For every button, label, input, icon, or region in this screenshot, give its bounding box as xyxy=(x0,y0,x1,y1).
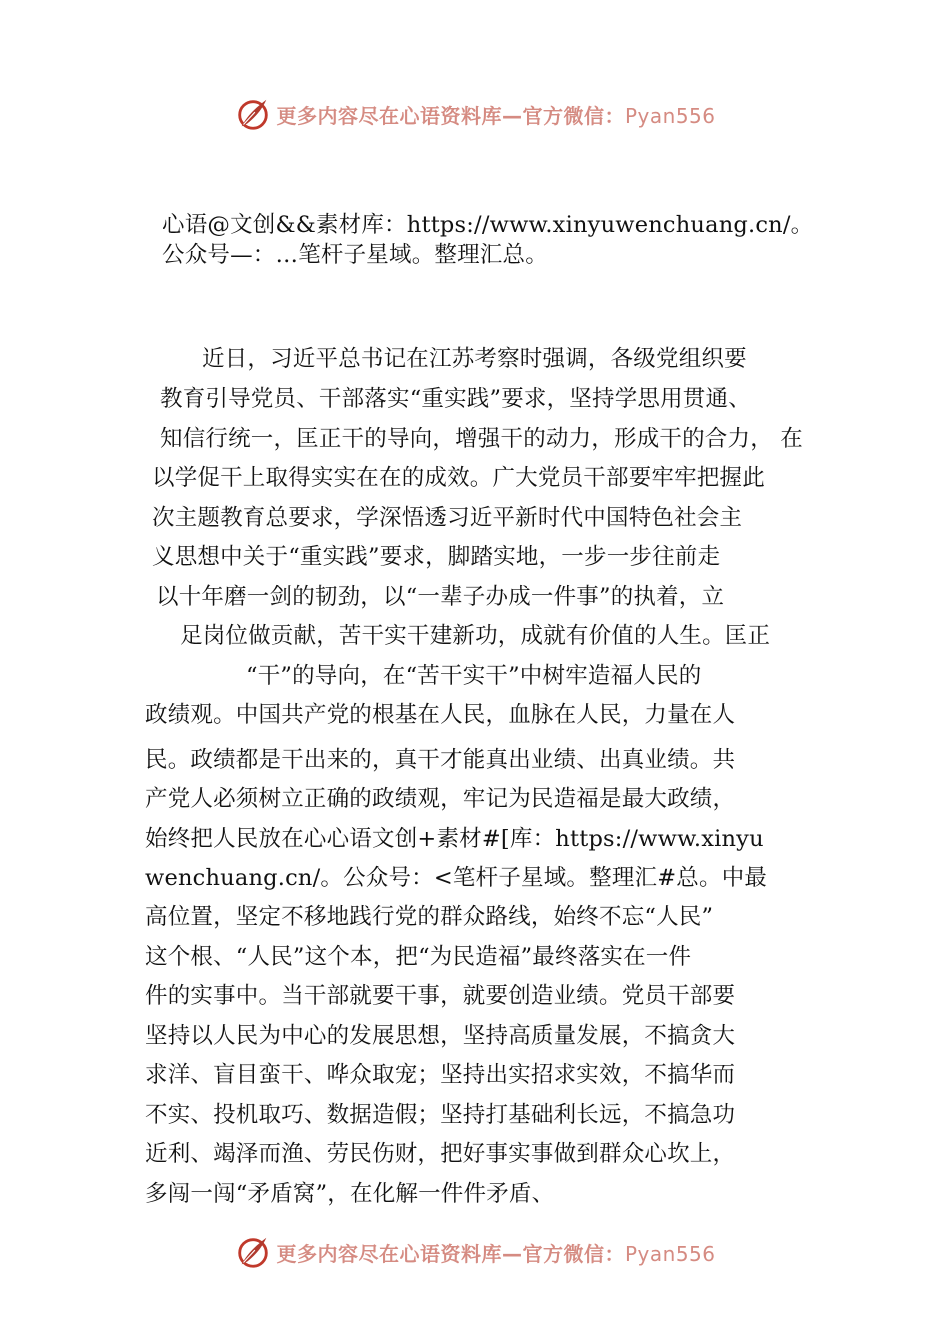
body-line: 以十年磨一剑的韧劲，以“一辈子办成一件事”的执着，立 xyxy=(156,584,725,610)
body-line: 高位置，坚定不移地践行党的群众路线，始终不忘“人民” xyxy=(145,904,714,930)
body-line: wenchuang.cn/。公众号：<笔杆子星域。整理汇#总。中最 xyxy=(145,865,768,891)
banner-text: 更多内容尽在心语资料库—官方微信：Pyan556 xyxy=(276,1241,716,1266)
wechat-id: Pyan556 xyxy=(624,103,716,128)
body-line: 政绩观。中国共产党的根基在人民，血脉在人民，力量在人 xyxy=(145,702,736,728)
body-line: 近日，习近平总书记在江苏考察时强调，各级党组织要 xyxy=(202,346,747,372)
body-line: 近利、竭泽而渔、劳民伤财，把好事实事做到群众心坎上， xyxy=(145,1141,736,1167)
body-line: 教育引导党员、干部落实“重实践”要求，坚持学思用贯通、 xyxy=(160,386,751,412)
body-line: 这个根、“人民”这个本，把“为民造福”最终落实在一件 xyxy=(145,944,692,970)
body-line: 坚持以人民为中心的发展思想，坚持高质量发展，不搞贪大 xyxy=(145,1023,736,1049)
quill-pen-logo-icon xyxy=(234,95,272,133)
body-line: 民。政绩都是干出来的，真干才能真出业绩、出真业绩。共 xyxy=(145,747,736,773)
header-banner xyxy=(0,94,950,134)
body-line: “干”的导向，在“苦干实干”中树牢造福人民的 xyxy=(246,663,702,689)
body-line: 足岗位做贡献，苦干实干建新功，成就有价值的人生。匡正 xyxy=(180,623,771,649)
body-line: 产党人必须树立正确的政绩观，牢记为民造福是最大政绩， xyxy=(145,786,736,812)
body-line: 件的实事中。当干部就要干事，就要创造业绩。党员干部要 xyxy=(145,983,736,1009)
body-line: 始终把人民放在心心语文创+素材#[库：https://www.xinyu xyxy=(145,826,764,852)
body-line: 多闯一闯“矛盾窝”，在化解一件件矛盾、 xyxy=(145,1181,555,1207)
source-line: 公众号—：…笔杆子星域。整理汇总。 xyxy=(162,242,548,268)
body-line: 次主题教育总要求，学深悟透习近平新时代中国特色社会主 xyxy=(152,505,743,531)
body-line: 以学促干上取得实实在在的成效。广大党员干部要牢牢把握此 xyxy=(152,465,765,491)
footer-banner xyxy=(0,1232,950,1272)
source-line: 心语@文创&&素材库：https://www.xinyuwenchuang.cn/。 xyxy=(162,212,814,238)
body-line: 知信行统一，匡正干的导向，增强干的动力，形成干的合力， 在 xyxy=(160,426,803,452)
banner-text: 更多内容尽在心语资料库—官方微信：Pyan556 xyxy=(276,103,716,128)
wechat-id: Pyan556 xyxy=(624,1241,716,1266)
body-line: 不实、投机取巧、数据造假；坚持打基础利长远，不搞急功 xyxy=(145,1102,736,1128)
body-line: 义思想中关于“重实践”要求，脚踏实地，一步一步往前走 xyxy=(152,544,721,570)
body-line: 求洋、盲目蛮干、哗众取宠；坚持出实招求实效，不搞华而 xyxy=(145,1062,736,1088)
quill-pen-logo-icon xyxy=(234,1233,272,1271)
